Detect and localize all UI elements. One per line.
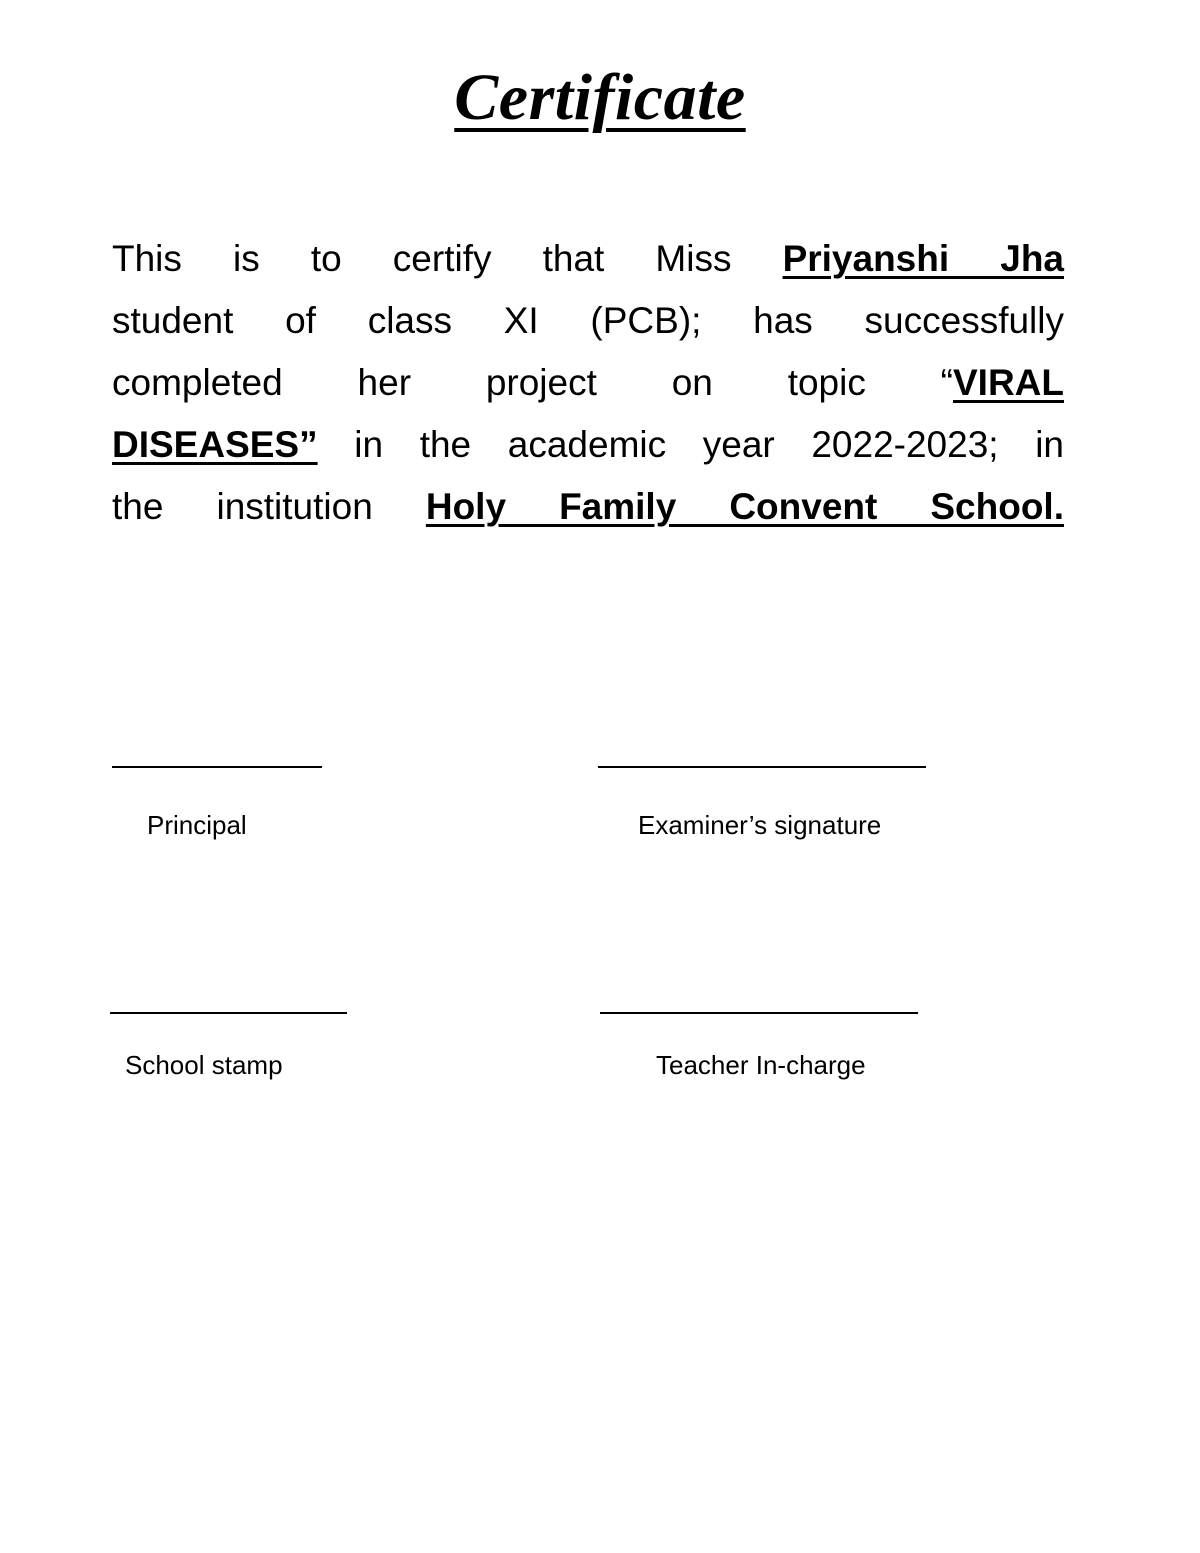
student-name: Priyanshi Jha xyxy=(782,238,1064,279)
principal-label: Principal xyxy=(147,810,247,840)
teacher-signature-line xyxy=(600,1012,918,1014)
certificate-title: Certificate xyxy=(454,61,746,134)
body-line-5 xyxy=(112,476,1064,538)
institution-name: Holy Family Convent School. xyxy=(425,486,1064,527)
body-line-4 xyxy=(112,414,1064,476)
certificate-body xyxy=(112,228,1064,538)
principal-signature-line xyxy=(112,766,322,768)
examiner-signature-label: Examiner’s signature xyxy=(638,810,882,840)
academic-year-text: in the academic year 2022-2023; in xyxy=(354,424,1065,465)
school-stamp-line xyxy=(110,1012,347,1014)
certificate-title-container xyxy=(0,60,1200,136)
examiner-signature-line xyxy=(598,766,926,768)
teacher-in-charge-label: Teacher In-charge xyxy=(656,1050,866,1080)
body-line-1 xyxy=(112,228,1064,290)
school-stamp-label: School stamp xyxy=(125,1050,283,1080)
project-intro-text: completed her project on topic “ xyxy=(112,362,953,403)
body-line-2 xyxy=(112,290,1064,352)
project-topic-part-1: VIRAL xyxy=(953,362,1064,403)
class-text: student of class XI (PCB); has successfully xyxy=(112,300,1064,341)
institution-intro-text: the institution xyxy=(112,486,373,527)
body-line-3 xyxy=(112,352,1064,414)
project-topic-part-2: DISEASES” xyxy=(112,424,318,465)
certify-intro-text: This is to certify that Miss xyxy=(112,238,732,279)
